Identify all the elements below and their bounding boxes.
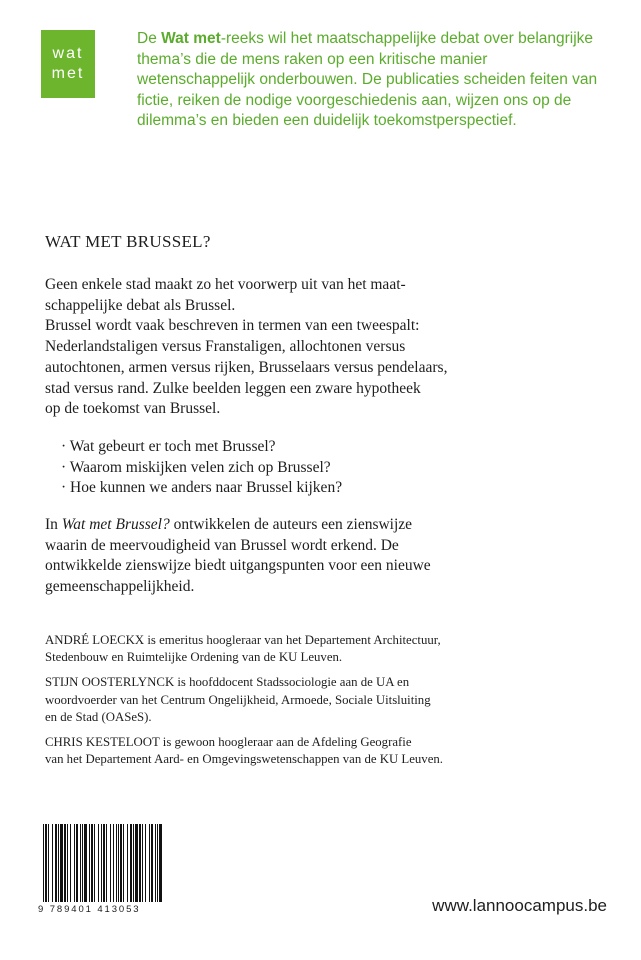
intro-line: Brussel wordt vaak beschreven in termen van een tweespalt: [45,317,420,335]
para2-line: waarin de meervoudigheid van Brussel wordt erkend. De [45,536,399,554]
author-bio-line: Stedenbouw en Ruimtelijke Ordening van de KU Leuven. [45,650,343,665]
intro-line: stad versus rand. Zulke beelden leggen een zware hypotheek [45,379,421,397]
intro-line: autochtonen, armen versus rijken, Brusselaars versus pendelaars, [45,358,448,376]
para2-line: ontwikkelen de auteurs een zienswijze [169,516,413,533]
intro-line: Nederlandstaligen versus Franstaligen, allochtonen versus [45,338,406,356]
intro-paragraph [45,275,605,420]
series-description [137,29,607,132]
series-name: Wat met [161,30,221,47]
series-logo [41,30,95,98]
approach-paragraph [45,515,605,598]
para2-book-title: Wat met Brussel? [61,516,170,533]
intro-line: schappelijke debat als Brussel. [45,296,236,314]
logo-line-1: wat [52,45,84,62]
author-bios [45,632,605,776]
author-bio [45,632,605,666]
question-item: · Hoe kunnen we anders naar Brussel kijken? [61,478,621,499]
author-bio-line: en de Stad (OASeS). [45,709,152,724]
para2-line: ontwikkelde zienswijze biedt uitgangspunten voor een nieuwe [45,557,431,575]
author-bio-line: STIJN OOSTERLYNCK is hoofddocent Stadssociologie aan de UA en [45,675,410,690]
question-item: · Waarom miskijken velen zich op Brussel? [61,458,621,479]
isbn-number: 9 789401 413053 [38,904,141,915]
author-bio-line: van het Departement Aard- en Omgevingswetenschappen van de KU Leuven. [45,752,443,767]
series-prefix: De [137,30,162,47]
para2-line: gemeenschappelijkheid. [45,578,195,596]
question-item: · Wat gebeurt er toch met Brussel? [61,437,621,458]
author-bio-line: ANDRÉ LOECKX is emeritus hoogleraar van het Departement Architectuur, [45,633,441,647]
series-text: -reeks wil het maatschappelijke debat over belangrijke thema’s die de mens raken op een kritische manier wetenschappelijk onderbouwen. De publicaties scheiden feiten van fictie, reiken de nodige voorgeschiedenis aan, wijzen ons op de dilemma’s en bieden een duidelijk toekomstperspectief. [137,30,598,129]
book-title: WAT MET BRUSSEL? [45,232,211,251]
barcode-icon [41,824,165,904]
logo-line-2: met [51,65,85,82]
para2-prefix: In [45,516,62,533]
publisher-website[interactable]: www.lannoocampus.be [432,896,607,915]
intro-line: Geen enkele stad maakt zo het voorwerp uit van het maat- [45,276,406,293]
author-bio [45,734,605,768]
intro-line: op de toekomst van Brussel. [45,400,221,418]
author-bio-line: CHRIS KESTELOOT is gewoon hoogleraar aan de Afdeling Geografie [45,735,412,750]
question-list [61,437,621,499]
author-bio [45,674,605,726]
author-bio-line: woordvoerder van het Centrum Ongelijkheid, Armoede, Sociale Uitsluiting [45,692,431,707]
